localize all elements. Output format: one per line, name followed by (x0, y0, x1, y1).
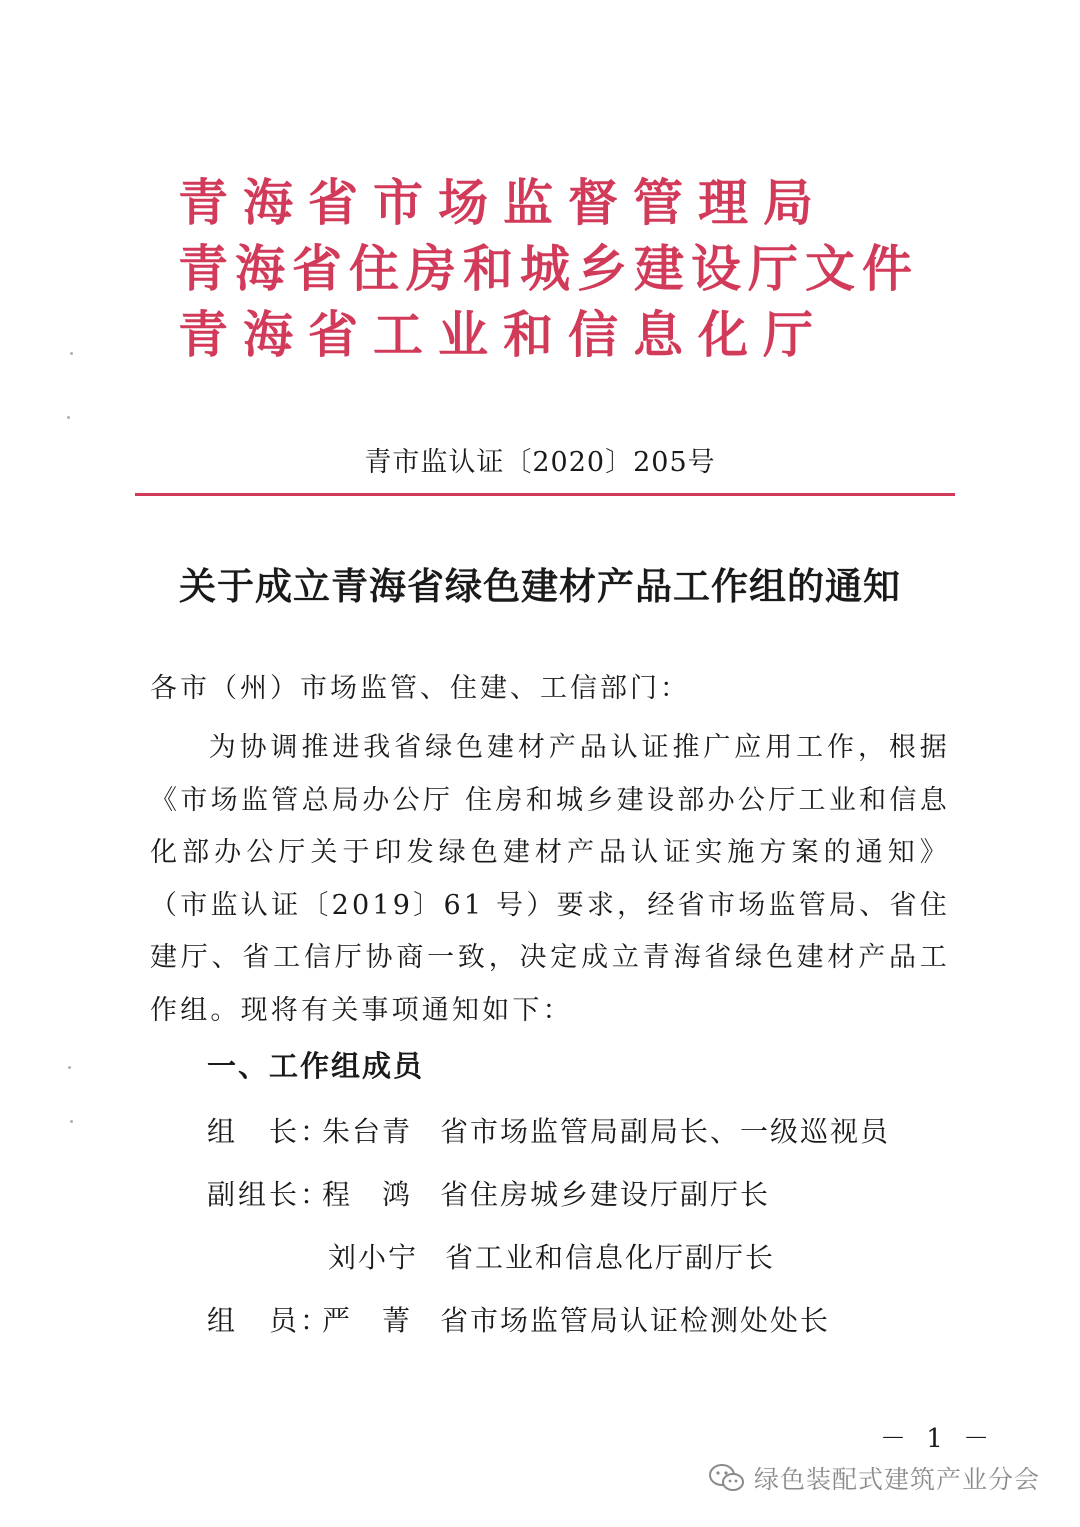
member-name: 严 菁 (322, 1304, 413, 1337)
wechat-icon (708, 1462, 746, 1494)
member-role: 副组长： (207, 1178, 332, 1211)
scan-speck (70, 1120, 73, 1123)
member-name: 刘小宁 (328, 1241, 419, 1274)
member-title: 省市场监管局副局长、一级巡视员 (440, 1115, 891, 1148)
member-title: 省市场监管局认证检测处处长 (440, 1304, 831, 1337)
body-paragraph-text: 为协调推进我省绿色建材产品认证推广应用工作，根据《市场监管总局办公厅 住房和城乡建设部办公厅工业和信息化部办公厅关于印发绿色建材产品认证实施方案的通知》（市监认证〔2019〕61 号）要求，经省市场监管局、省住建厅、省工信厅协商一致，决定成立青海省绿色建材产品工作组。现将有关事项通知如下： (150, 732, 950, 1026)
masthead-line-2: 青海省住房和城乡建设厅文件 (178, 239, 919, 298)
scan-speck (68, 1066, 71, 1069)
red-divider (135, 493, 955, 496)
masthead-line-1: 青海省市场监督管理局 (178, 173, 828, 232)
member-title: 省工业和信息化厅副厅长 (445, 1241, 776, 1274)
scan-speck (67, 416, 70, 419)
scan-speck (70, 352, 73, 355)
member-title: 省住房城乡建设厅副厅长 (440, 1178, 771, 1211)
member-role: 组 员： (207, 1304, 332, 1337)
masthead (178, 170, 919, 368)
section-heading: 一、工作组成员 (207, 1049, 425, 1083)
salutation: 各市（州）市场监管、住建、工信部门： (150, 673, 690, 704)
member-name: 朱台青 (322, 1115, 413, 1148)
document-number: 青市监认证〔2020〕205号 (364, 447, 716, 478)
watermark-text: 绿色装配式建筑产业分会 (754, 1465, 1041, 1494)
masthead-line-3: 青海省工业和信息化厅 (178, 305, 828, 364)
member-role: 组 长： (207, 1115, 332, 1148)
watermark (708, 1458, 1040, 1498)
document-title: 关于成立青海省绿色建材产品工作组的通知 (179, 564, 901, 608)
page-number: － 1 － (880, 1424, 996, 1454)
body-paragraph (150, 722, 950, 1037)
member-name: 程 鸿 (322, 1178, 413, 1211)
